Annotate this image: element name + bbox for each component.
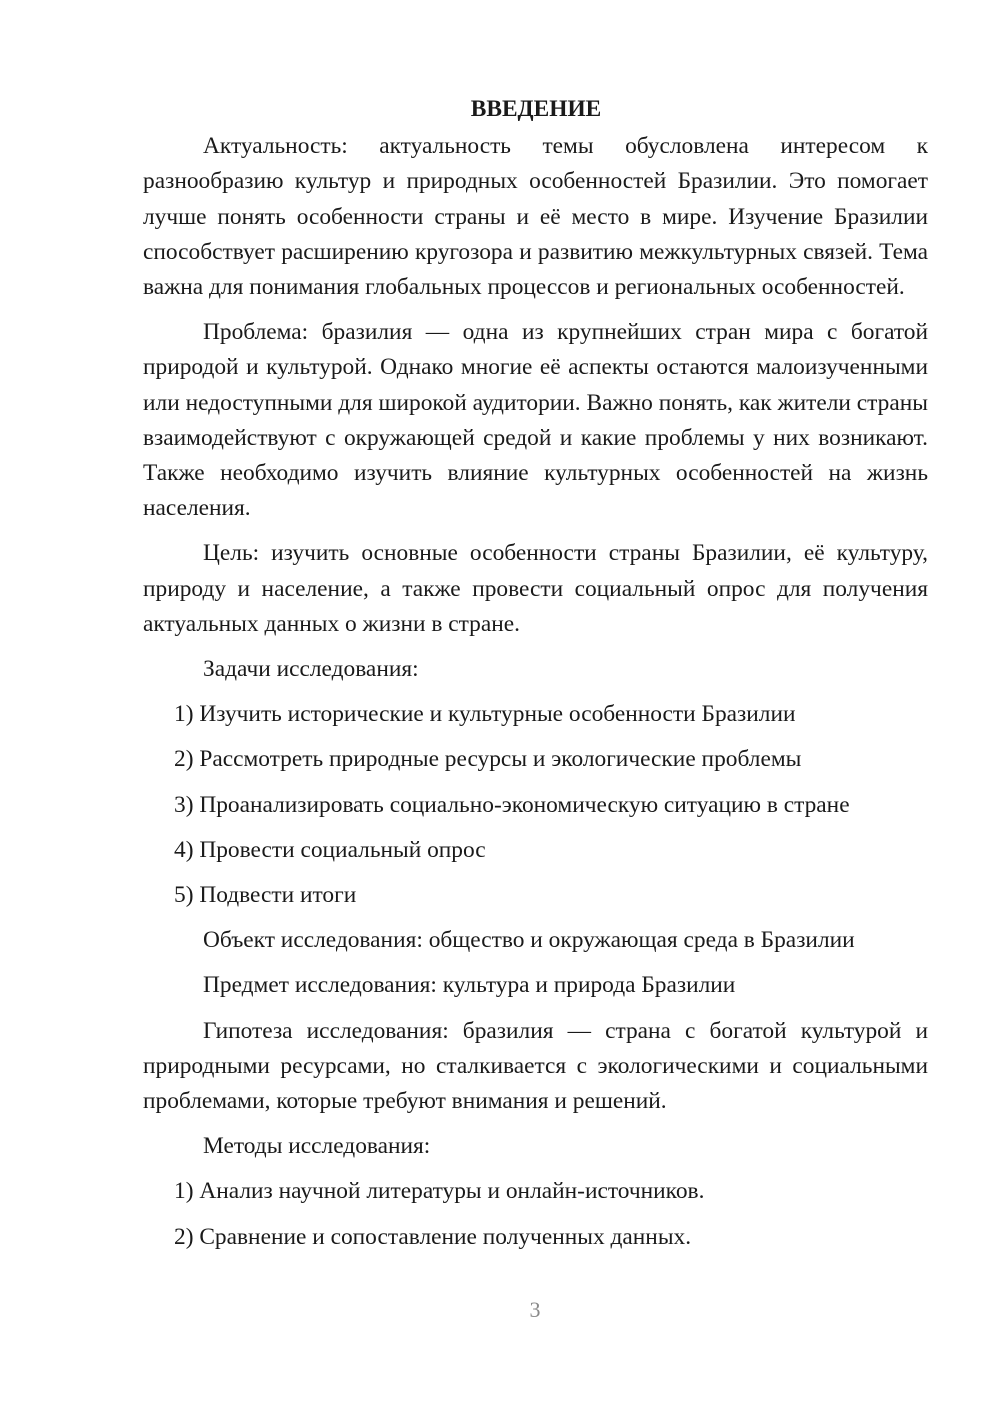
section-heading: ВВЕДЕНИЕ	[470, 96, 602, 122]
goal-paragraph: Цель: изучить основные особенности страны Бразилии, её культуру, природу и население, а также провести социальный опрос для получения актуальных данных о жизни в стране.	[143, 540, 928, 637]
tasks-list	[143, 697, 928, 913]
subject-line: Предмет исследования: культура и природа Бразилии	[203, 972, 736, 999]
list-item: 3) Проанализировать социально-экономическую ситуацию в стране	[174, 791, 850, 818]
document-body	[143, 92, 928, 1265]
relevance-paragraph: Актуальность: актуальность темы обусловлена интересом к разнообразию культур и природных особенностей Бразилии. Это помогает лучше понять особенности страны и её место в мире. Изучение Бразилии способствует расширению кругозора и развитию межкультурных связей. Тема важна для понимания глобальных процессов и региональных особенностей.	[143, 133, 928, 301]
object-line: Объект исследования: общество и окружающая среда в Бразилии	[203, 927, 855, 954]
list-item: 1) Изучить исторические и культурные особенности Бразилии	[174, 701, 796, 728]
list-item: 2) Сравнение и сопоставление полученных данных.	[174, 1223, 692, 1250]
list-item: 4) Провести социальный опрос	[174, 836, 486, 863]
methods-list	[143, 1174, 928, 1254]
methods-title: Методы исследования:	[203, 1133, 431, 1160]
page-number: 3	[529, 1297, 541, 1322]
tasks-title: Задачи исследования:	[203, 656, 419, 683]
hypothesis-paragraph: Гипотеза исследования: бразилия — страна с богатой культурой и природными ресурсами, но сталкивается с экологическими и социальными проблемами, которые требуют внимания и решений.	[143, 1017, 928, 1115]
list-item: 5) Подвести итоги	[174, 882, 357, 909]
problem-paragraph: Проблема: бразилия — одна из крупнейших стран мира с богатой природой и культурой. Однако многие её аспекты остаются малоизученными или недоступными для широкой аудитории. Важно понять, как жители страны взаимодействуют с окружающей средой и какие проблемы у них возникают. Также необходимо изучить влияние культурных особенностей на жизнь населения.	[143, 319, 928, 522]
list-item: 1) Анализ научной литературы и онлайн-источников.	[174, 1178, 705, 1205]
list-item: 2) Рассмотреть природные ресурсы и экологические проблемы	[174, 746, 802, 773]
